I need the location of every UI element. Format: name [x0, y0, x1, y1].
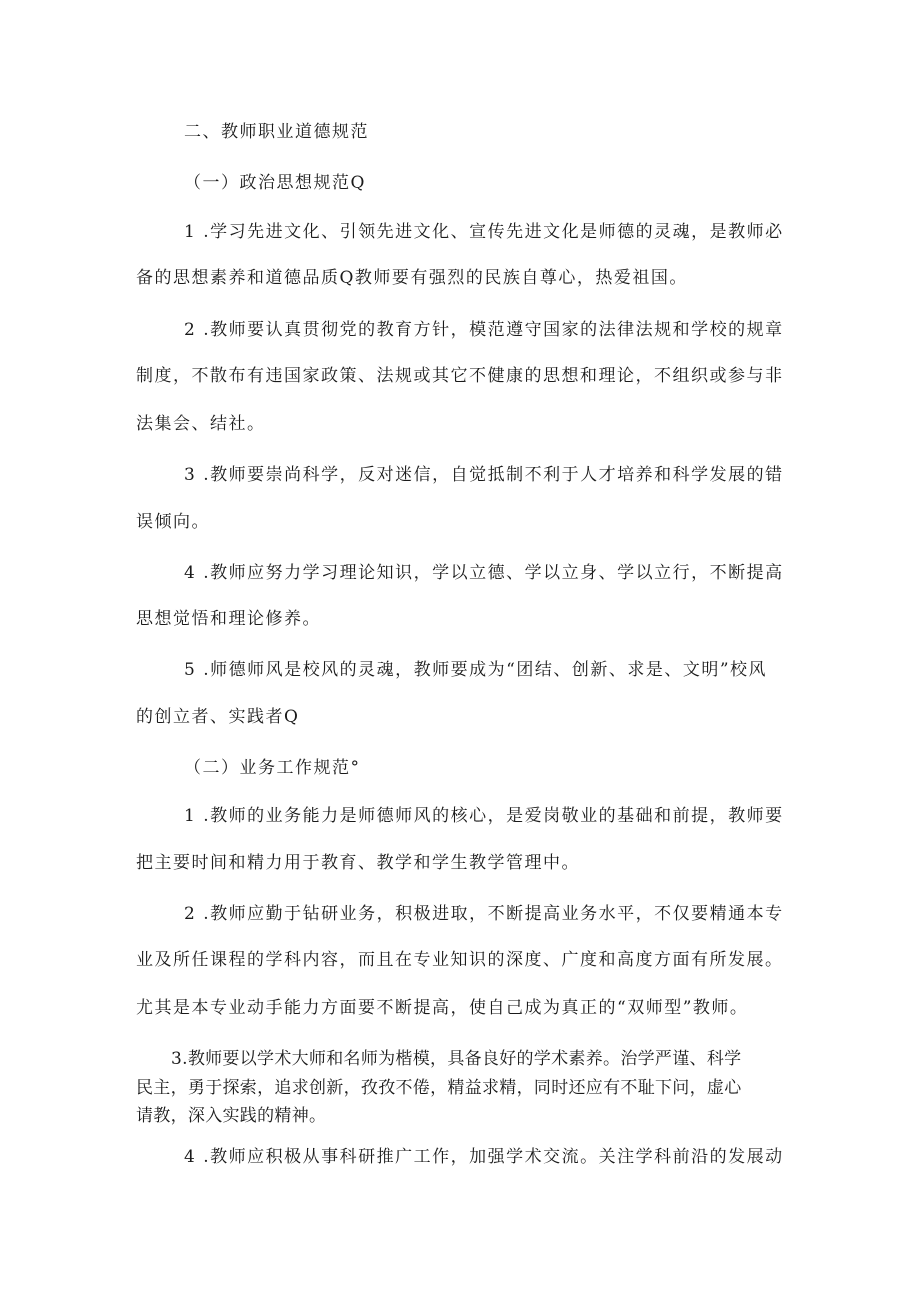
part2-item3-line3: 请教，深入实践的精神。: [136, 1106, 327, 1126]
part2-item1-line2: 把主要时间和精力用于教育、教学和学生教学管理中。: [136, 853, 580, 873]
part2-item2-line3: 尤其是本专业动手能力方面要不断提高，使自己成为真正的“双师型”教师。: [136, 998, 749, 1018]
part1-item4-line2: 思想觉悟和理论修养。: [136, 609, 321, 629]
part1-item5-line2: 的创立者、实践者Q: [136, 707, 300, 727]
part1-item2-line1: 2 .教师要认真贯彻党的教育方针，模范遵守国家的法律法规和学校的规章: [184, 320, 784, 340]
part1-heading: （一）政治思想规范Q: [184, 173, 366, 193]
part1-item3-line1: 3 .教师要崇尚科学，反对迷信，自觉抵制不利于人才培养和科学发展的错: [184, 465, 784, 485]
part1-item5-line1: 5 .师德师风是校风的灵魂，教师要成为“团结、创新、求是、文明”校风: [184, 660, 768, 680]
part2-item2-line1: 2 .教师应勤于钻研业务，积极进取，不断提高业务水平，不仅要精通本专: [184, 904, 784, 924]
part1-item1-line2: 备的思想素养和道德品质Q教师要有强烈的民族自尊心，热爱祖国。: [136, 268, 688, 288]
part1-item3-line2: 误倾向。: [136, 512, 210, 532]
part1-item2-line2: 制度，不散布有违国家政策、法规或其它不健康的思想和理论，不组织或参与非: [136, 366, 784, 386]
part2-item3-line2: 民主，勇于探索，追求创新，孜孜不倦，精益求精，同时还应有不耻下问，虚心: [136, 1078, 742, 1098]
part2-item4-line1: 4 .教师应积极从事科研推广工作，加强学术交流。关注学科前沿的发展动: [184, 1147, 784, 1167]
part2-item1-line1: 1 .教师的业务能力是师德师风的核心，是爱岗敬业的基础和前提，教师要: [184, 806, 784, 826]
part2-heading: （二）业务工作规范°: [184, 758, 361, 778]
part1-item1-line1: 1 .学习先进文化、引领先进文化、宣传先进文化是师德的灵魂，是教师必: [184, 222, 784, 242]
section-title: 二、教师职业道德规范: [184, 122, 369, 142]
part1-item4-line1: 4 .教师应努力学习理论知识，学以立德、学以立身、学以立行，不断提高: [184, 563, 784, 583]
part2-item2-line2: 业及所任课程的学科内容，而且在专业知识的深度、广度和高度方面有所发展。: [136, 950, 784, 970]
part2-item3-line1: 3.教师要以学术大师和名师为楷模，具备良好的学术素养。治学严谨、科学: [171, 1049, 742, 1069]
part1-item2-line3: 法集会、结社。: [136, 414, 266, 434]
